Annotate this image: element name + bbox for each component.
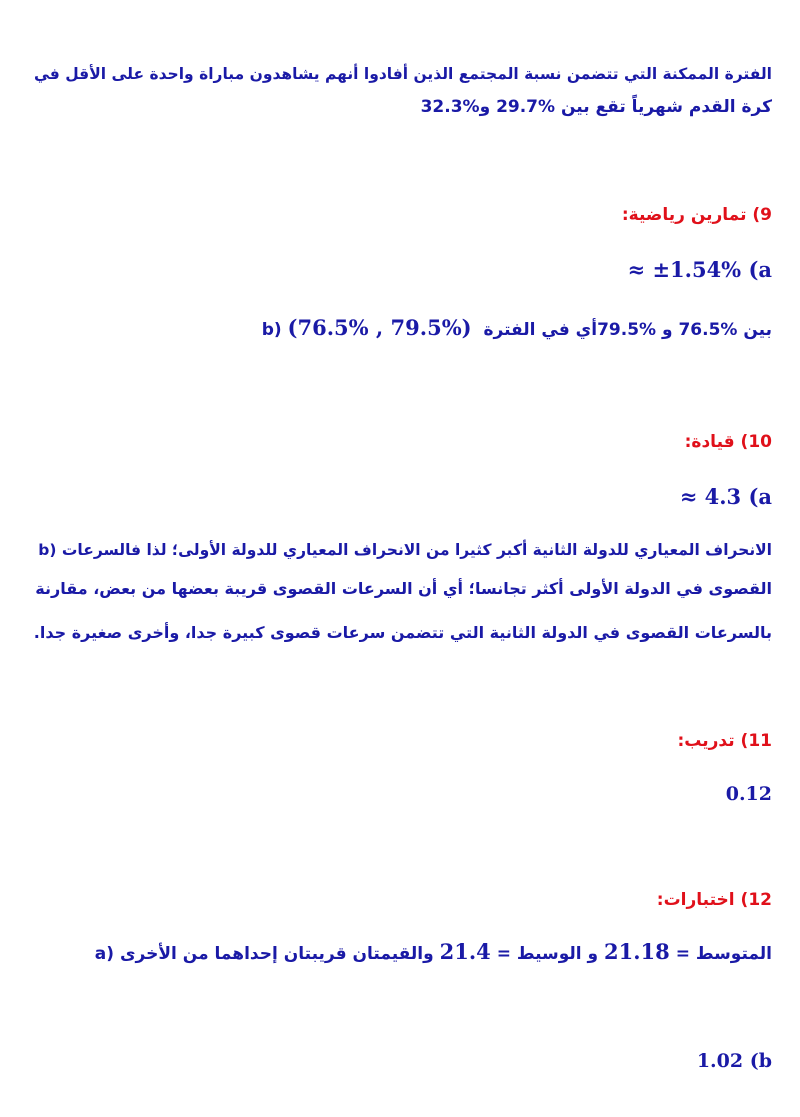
section-10-b-line-1: b) الانحراف المعياري للدولة الثانية أكبر كثيرا من الانحراف المعياري للدولة الأولى؛ لذا فالسرعات <box>38 541 772 559</box>
section-12-b-value: 1.02 (b <box>696 1050 772 1072</box>
intro-line-1: الفترة الممكنة التي تتضمن نسبة المجتمع الذين أفادوا أنهم يشاهدون مباراة واحدة على الأقل في <box>34 65 772 83</box>
section-10-b-line-3: بالسرعات القصوى في الدولة الثانية التي تتضمن سرعات قصوى كبيرة جدا، وأخرى صغيرة جدا. <box>33 623 772 642</box>
section-12-a-suffix: والقيمتان قريبتان إحداهما من الأخرى <box>119 944 434 964</box>
section-9-answer-b <box>262 316 772 342</box>
section-11-number: 0.12 <box>725 783 772 805</box>
section-9-a-value: ≈ ±1.54% (a <box>627 257 772 282</box>
intro-line-2: كرة القدم شهرياً تقع بين %29.7 و%32.3 <box>420 97 772 117</box>
section-12-heading: 12) اختبارات: <box>656 890 772 910</box>
section-10-heading: 10) قيادة: <box>684 432 772 452</box>
section-9-answer-a <box>628 258 772 284</box>
section-11-heading: 11) تدريب: <box>677 731 772 751</box>
section-9-b-interval: (%79.5 , %76.5) <box>287 315 472 340</box>
section-12-median-value: 21.4 <box>439 939 491 964</box>
section-12-mean-value: 21.18 <box>604 939 670 964</box>
section-10-b-line-2: القصوى في الدولة الأولى أكثر تجانسا؛ أي أن السرعات القصوى قريبة بعضها من بعض، مقارنة <box>35 579 772 598</box>
section-10-answer-a <box>680 485 772 511</box>
section-12-answer-a <box>95 940 772 966</box>
section-12-a-mid: و الوسيط = <box>496 944 599 964</box>
section-11-value <box>726 782 772 807</box>
section-12-a-prefix: a) المتوسط = <box>94 944 772 964</box>
section-10-a-value: ≈ 4.3 (a <box>679 484 772 509</box>
section-9-heading: 9) تمارين رياضية: <box>621 205 772 225</box>
section-12-answer-b <box>697 1049 772 1074</box>
section-9-b-text: b) بين %76.5 و %79.5أي في الفترة <box>261 320 772 340</box>
